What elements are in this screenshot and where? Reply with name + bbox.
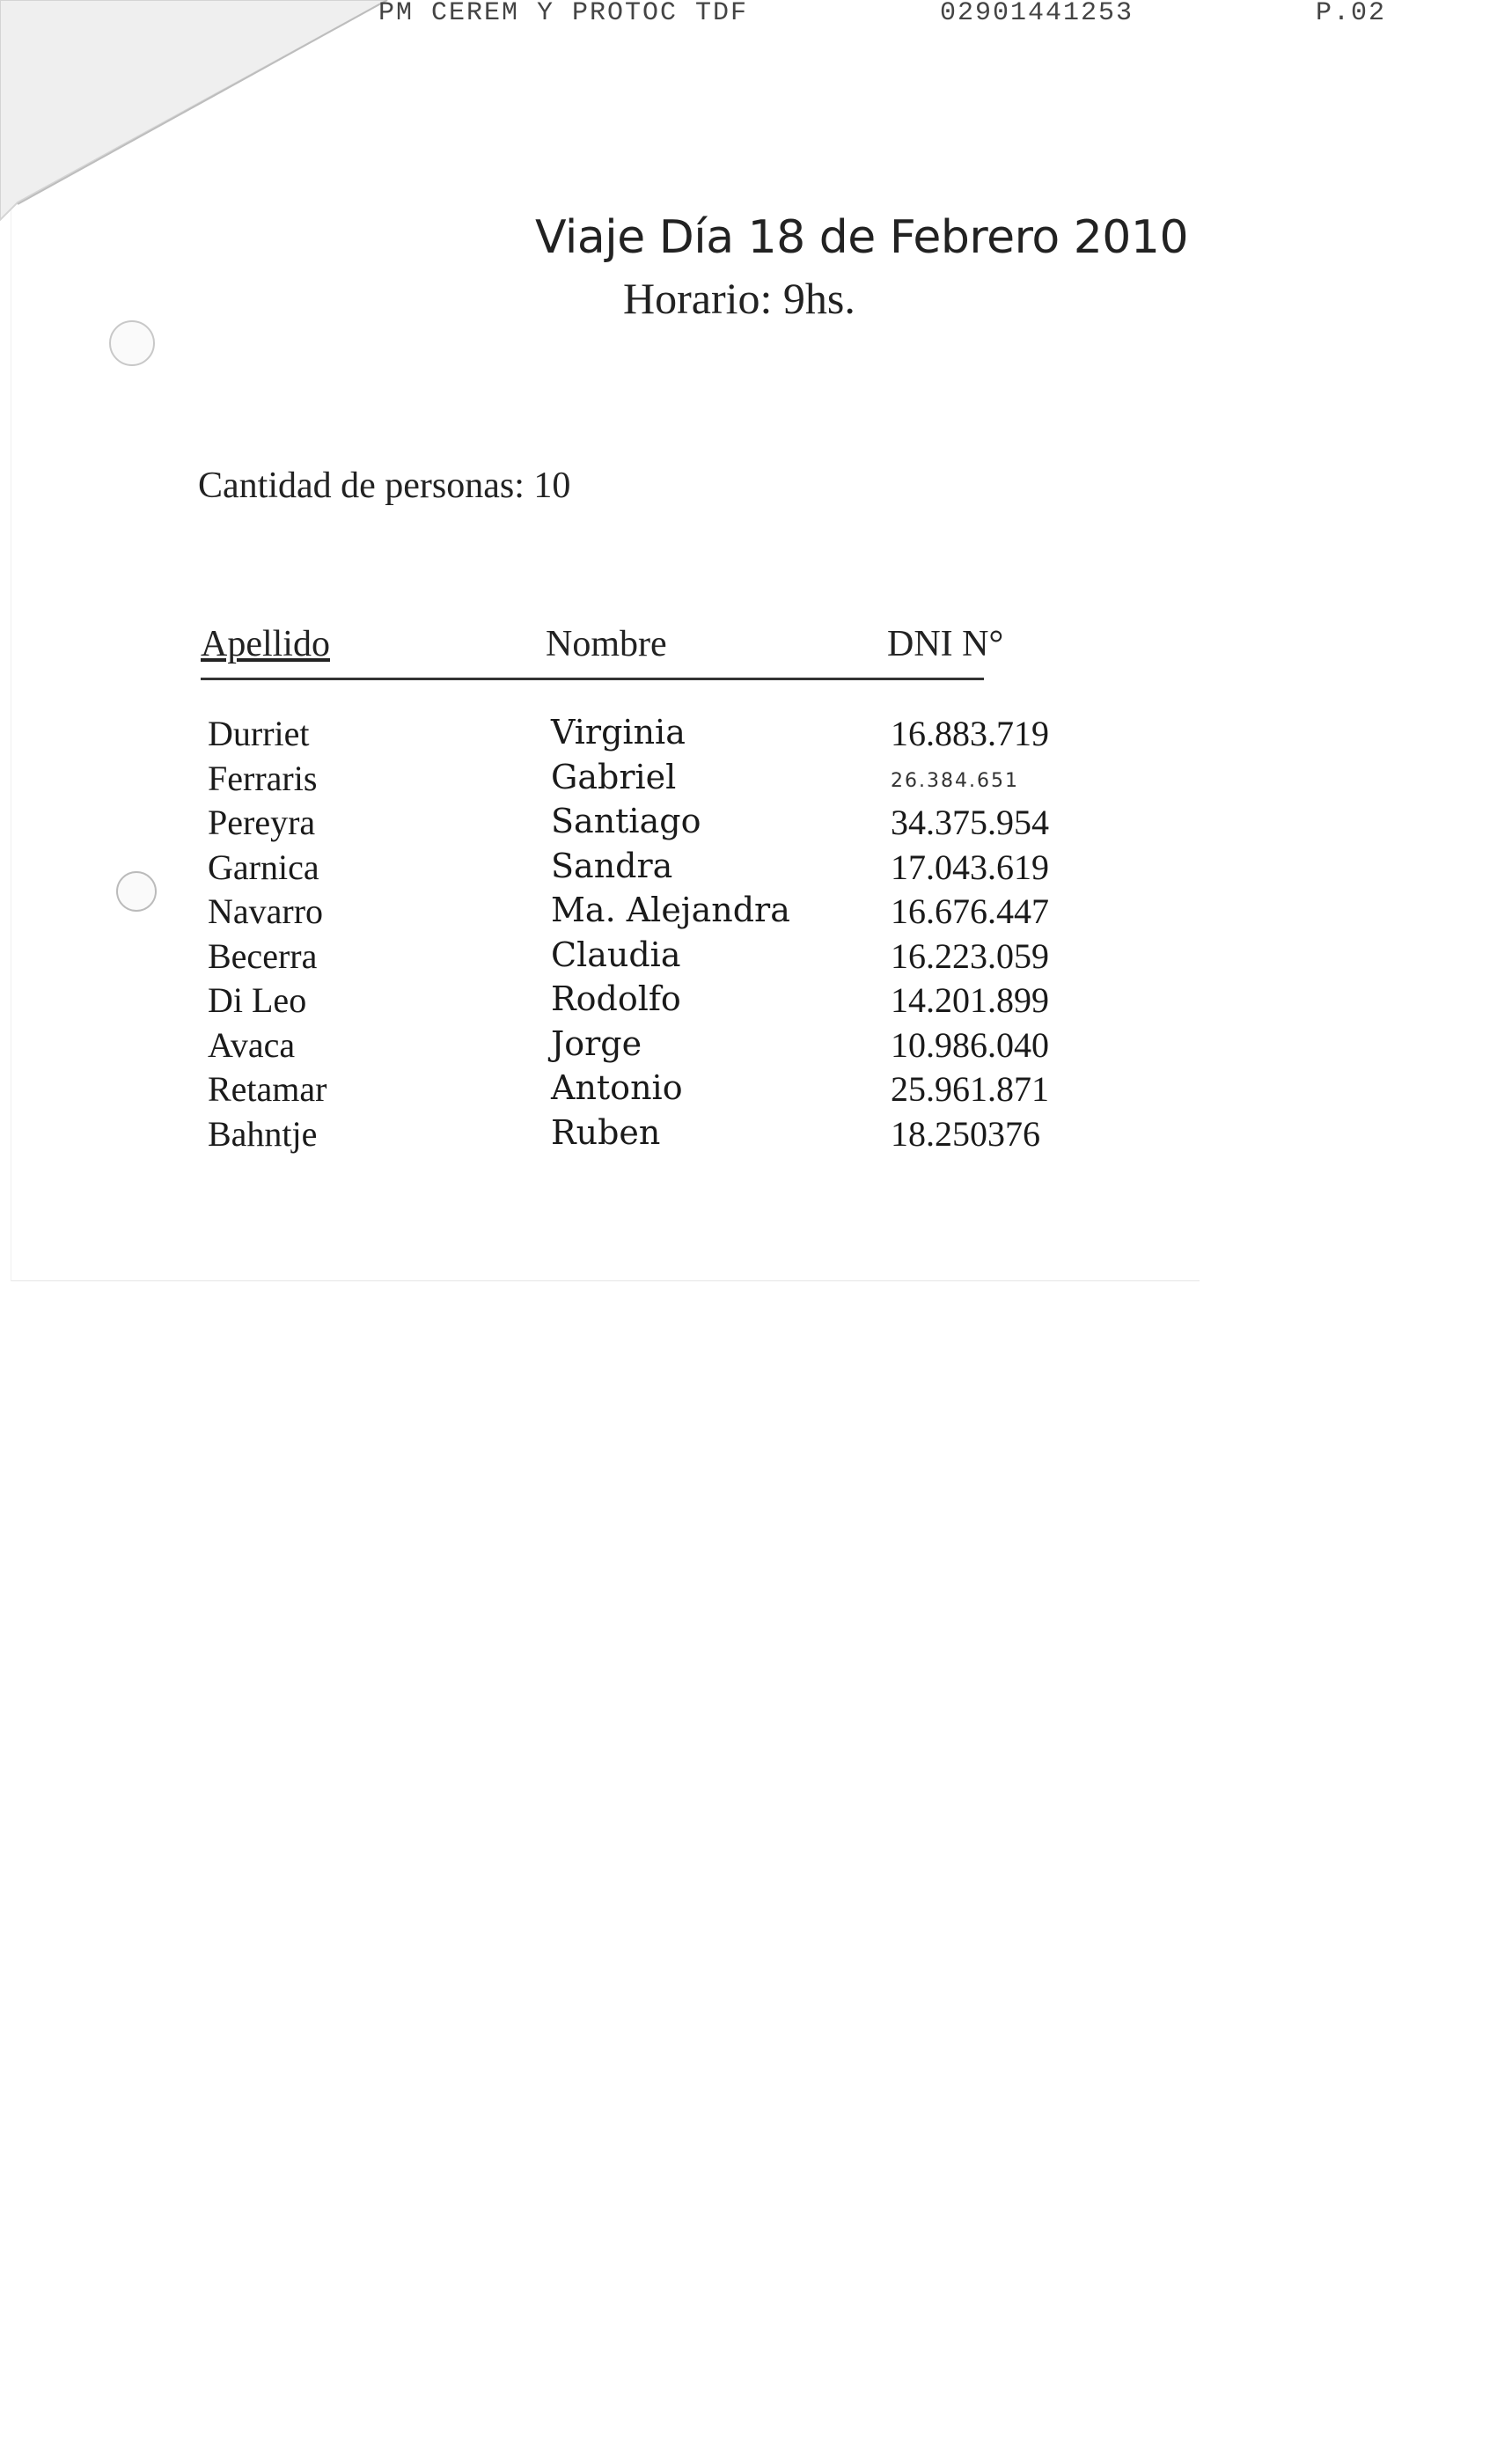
- cell-dni: 34.375.954: [891, 803, 1049, 842]
- table-row: [201, 979, 1081, 1024]
- fax-sender: PM CEREM Y PROTOC TDF: [378, 0, 749, 28]
- fax-number: 02901441253: [940, 0, 1134, 28]
- cell-dni: 18.250376: [891, 1113, 1040, 1154]
- punch-hole: [109, 320, 155, 366]
- document-schedule: Horario: 9hs.: [623, 274, 855, 323]
- cell-apellido: Bahntje: [208, 1113, 318, 1154]
- table-row: [201, 758, 1081, 803]
- cell-apellido: Navarro: [208, 891, 324, 931]
- cell-nombre: Antonio: [551, 1068, 683, 1107]
- header-nombre: Nombre: [546, 624, 667, 664]
- cell-dni: 16.883.719: [891, 714, 1049, 753]
- table-row: [201, 847, 1081, 891]
- fax-header: [0, 0, 1497, 44]
- table-row: [201, 1068, 1081, 1113]
- table-row: [201, 935, 1081, 980]
- cell-apellido: Durriet: [208, 714, 310, 753]
- cell-nombre: Jorge: [551, 1023, 642, 1063]
- document-title: Viaje Día 18 de Febrero 2010: [535, 211, 1189, 264]
- cell-apellido: Becerra: [208, 935, 318, 976]
- cell-apellido: Pereyra: [208, 803, 316, 842]
- cell-apellido: Retamar: [208, 1069, 327, 1109]
- cell-nombre: Ma. Alejandra: [551, 891, 790, 929]
- cell-dni: 17.043.619: [891, 847, 1049, 887]
- cell-nombre: Ruben: [551, 1112, 661, 1152]
- cell-dni: 16.676.447: [891, 891, 1049, 931]
- passenger-table: [201, 616, 1081, 1154]
- table-body: [201, 713, 1081, 1157]
- cell-nombre: Santiago: [551, 802, 701, 840]
- people-count: Cantidad de personas: 10: [198, 466, 571, 506]
- cell-dni: 14.201.899: [891, 980, 1049, 1020]
- cell-nombre: Rodolfo: [551, 979, 681, 1018]
- table-row: [201, 891, 1081, 935]
- table-row: [201, 802, 1081, 847]
- cell-nombre: Virginia: [551, 713, 686, 752]
- cell-apellido: Avaca: [208, 1024, 296, 1065]
- cell-dni: 25.961.871: [891, 1069, 1049, 1109]
- cell-nombre: Sandra: [551, 846, 673, 885]
- cell-nombre: Gabriel: [551, 757, 677, 796]
- table-header: [201, 616, 1004, 680]
- table-row: [201, 1024, 1081, 1069]
- cell-apellido: Ferraris: [208, 758, 318, 798]
- header-apellido: Apellido: [201, 624, 330, 664]
- header-dni: DNI N°: [887, 624, 1004, 664]
- cell-apellido: Di Leo: [208, 980, 307, 1020]
- cell-apellido: Garnica: [208, 847, 319, 887]
- cell-nombre: Claudia: [551, 935, 681, 974]
- cell-dni: 10.986.040: [891, 1024, 1049, 1065]
- punch-hole: [116, 871, 157, 912]
- fax-page: P.02: [1316, 0, 1387, 28]
- table-row: [201, 713, 1081, 758]
- cell-dni: 16.223.059: [891, 935, 1049, 976]
- table-row: [201, 1113, 1081, 1158]
- cell-dni-handwritten: 26.384.651: [891, 769, 1019, 792]
